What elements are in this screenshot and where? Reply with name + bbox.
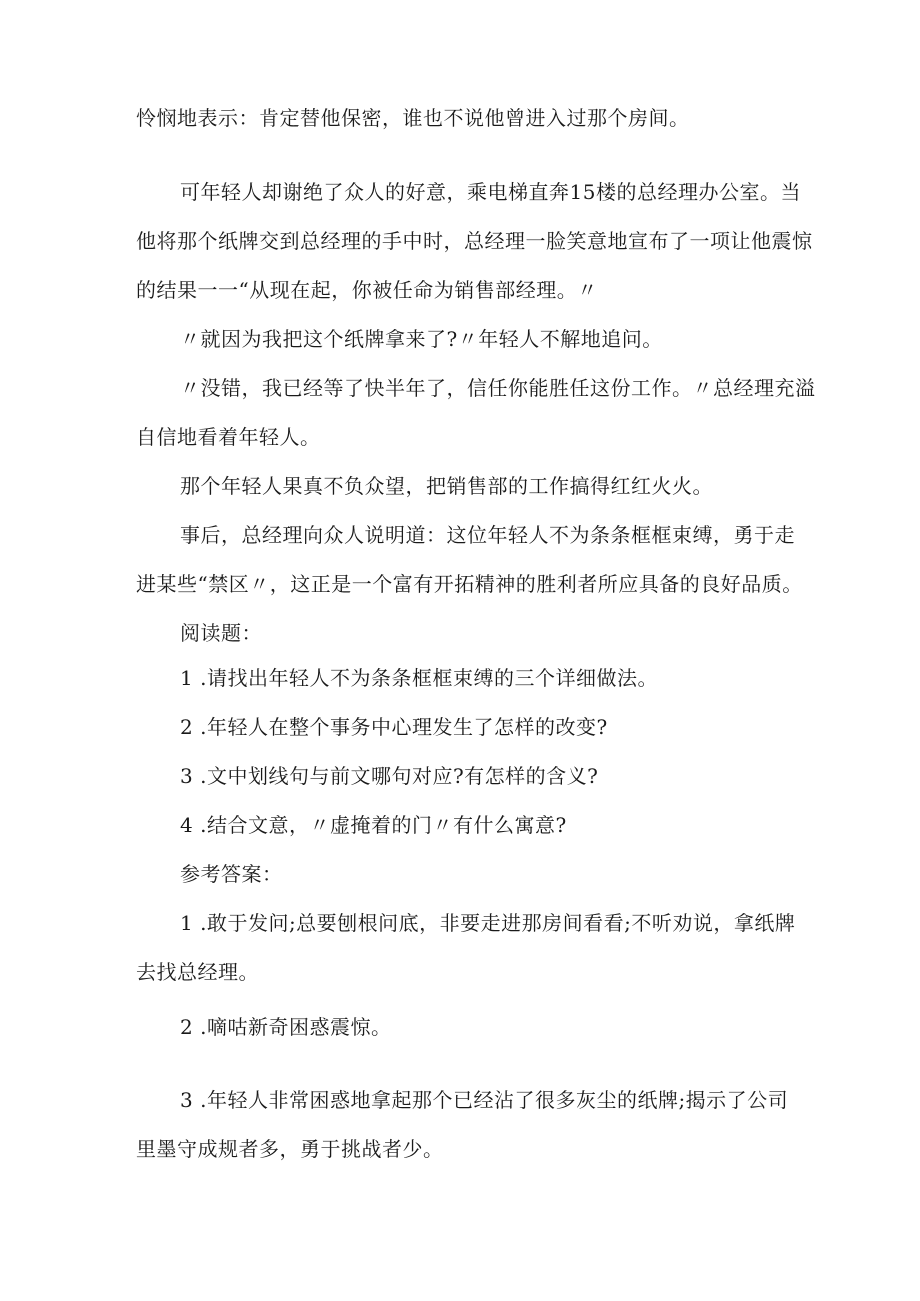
paragraph-line: 〃就因为我把这个纸牌拿来了?〃年轻人不解地追问。 (180, 327, 663, 351)
answer-item: 里墨守成规者多，勇于挑战者少。 (136, 1137, 444, 1161)
paragraph-line: 的结果一一“从现在起，你被任命为销售部经理。〃 (136, 278, 598, 302)
question-item: 1 .请找出年轻人不为条条框框束缚的三个详细做法。 (180, 666, 658, 690)
paragraph-line: 〃没错，我已经等了快半年了，信任你能胜任这份工作。〃总经理充溢 (180, 376, 816, 400)
question-item: 2 .年轻人在整个事务中心理发生了怎样的改变? (180, 715, 608, 739)
section-heading: 阅读题： (180, 621, 262, 645)
paragraph-line: 可年轻人却谢绝了众人的好意，乘电梯直奔15楼的总经理办公室。当 (180, 180, 801, 204)
answer-item: 3 .年轻人非常困惑地拿起那个已经沾了很多灰尘的纸牌;揭示了公司 (180, 1088, 789, 1112)
paragraph-line: 怜悯地表示：肯定替他保密，谁也不说他曾进入过那个房间。 (136, 106, 690, 130)
answer-item: 去找总经理。 (136, 960, 259, 984)
question-item: 3 .文中划线句与前文哪句对应?有怎样的含义? (180, 764, 599, 788)
section-heading: 参考答案： (180, 862, 283, 886)
question-item: 4 .结合文意，〃虚掩着的门〃有什么寓意? (180, 813, 567, 837)
answer-item: 1 .敢于发问;总要刨根问底，非要走进那房间看看;不听劝说，拿纸牌 (180, 911, 796, 935)
paragraph-line: 事后，总经理向众人说明道：这位年轻人不为条条框框束缚，勇于走 (180, 523, 795, 547)
paragraph-line: 自信地看着年轻人。 (136, 425, 321, 449)
paragraph-line: 进某些“禁区〃，这正是一个富有开拓精神的胜利者所应具备的良好品质。 (136, 572, 803, 596)
paragraph-line: 他将那个纸牌交到总经理的手中时，总经理一脸笑意地宣布了一项让他震惊 (136, 229, 813, 253)
paragraph-line: 那个年轻人果真不负众望，把销售部的工作搞得红红火火。 (180, 474, 713, 498)
answer-item: 2 .嘀咕新奇困惑震惊。 (180, 1015, 392, 1039)
